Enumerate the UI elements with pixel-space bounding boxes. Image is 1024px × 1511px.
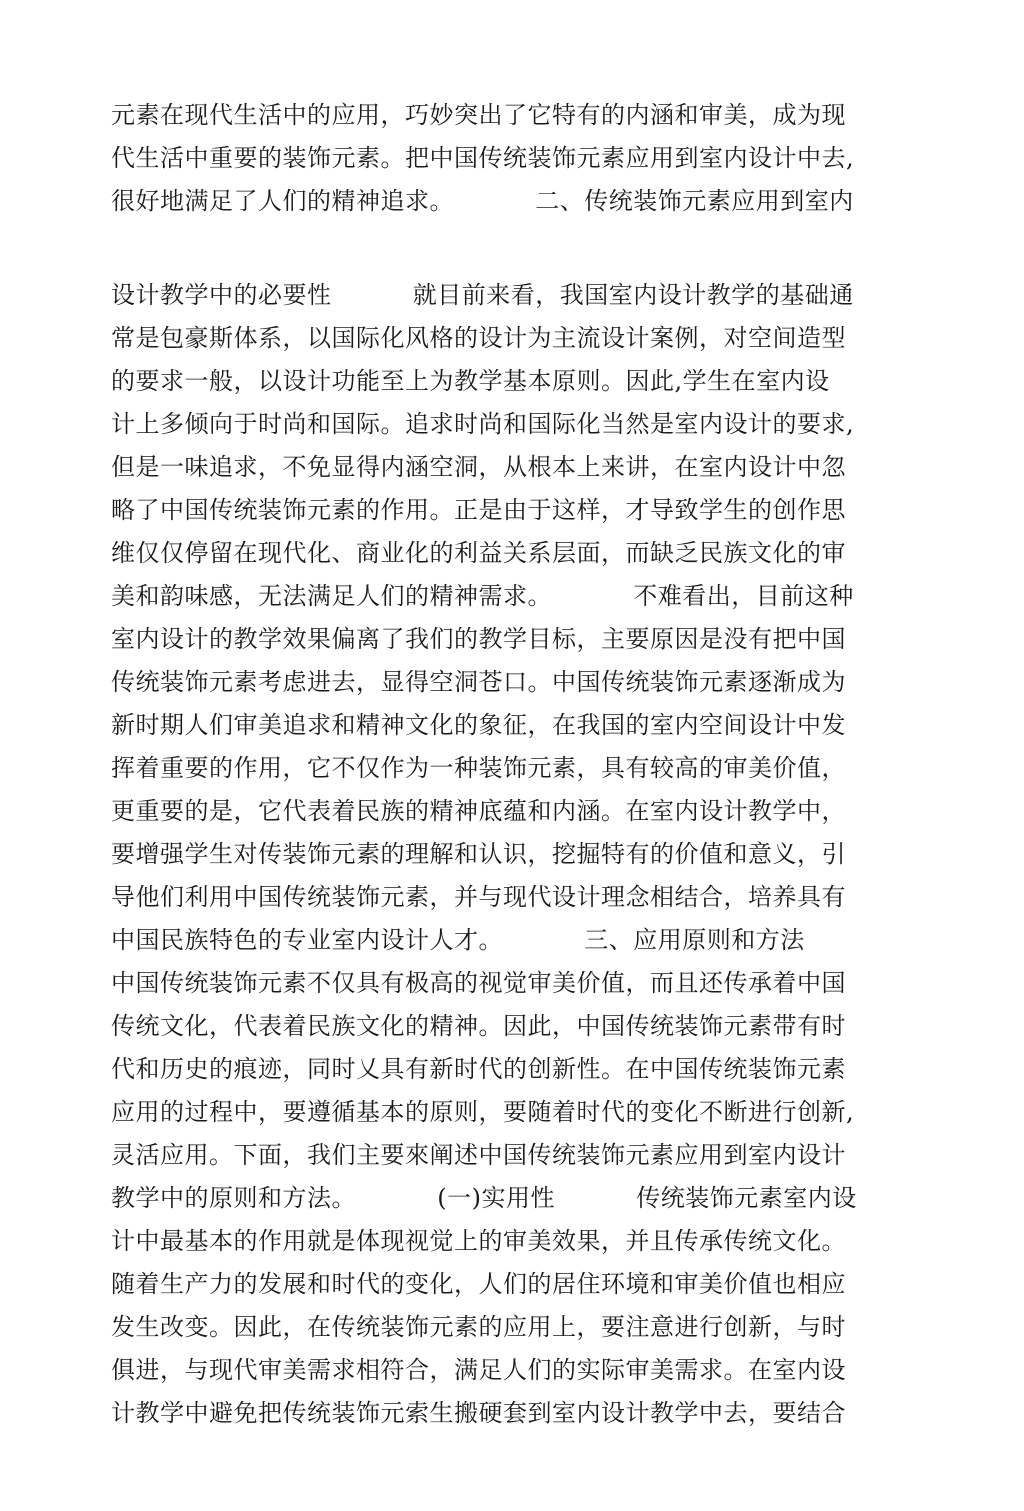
text-line: 设计教学中的必要性 就目前来看，我国室内设计教学的基础通 xyxy=(111,281,854,309)
text-line: 传统装饰元素考虑进去，显得空洞苍口。中国传统装饰元素逐渐成为 xyxy=(111,668,846,696)
text-line: 更重要的是，它代表着民族的精神底蕴和内涵。在室内设计教学中， xyxy=(111,797,846,825)
text-line: 代和历史的痕迹，同时乂具有新时代的创新性。在中国传统装饰元素 xyxy=(111,1055,846,1083)
text-line: 元素在现代生活中的应用，巧妙突出了它特有的内涵和审美，成为现 xyxy=(111,101,846,129)
text-line: 代生活中重要的装饰元素。把中国传统装饰元素应用到室内设计中去, xyxy=(111,144,855,172)
text-line: 要增强学生对传装饰元素的理解和认识，挖掘特有的价值和意义，引 xyxy=(111,840,846,868)
text-line: 发生改变。因此，在传统装饰元素的应用上，要注意进行创新，与时 xyxy=(111,1313,846,1341)
text-line: 中国民族特色的专业室内设计人才。 三、应用原则和方法 xyxy=(111,926,805,954)
text-line: 新时期人们审美追求和精神文化的象征，在我国的室内空间设计中发 xyxy=(111,711,846,739)
text-line: 略了中国传统装饰元素的作用。正是由于这样，才导致学生的创作思 xyxy=(111,496,846,524)
text-line: 中国传统装饰元素不仅具有极高的视觉审美价值，而且还传承着中国 xyxy=(111,969,846,997)
text-line: 挥着重要的作用，它不仅作为一种装饰元素，具有较高的审美价值， xyxy=(111,754,846,782)
text-line: 应用的过程中，要遵循基本的原则，要随着时代的变化不断进行创新, xyxy=(111,1098,855,1126)
text-line: 维仅仅停留在现代化、商业化的利益关系层面，而缺乏民族文化的审 xyxy=(111,539,846,567)
text-line: 但是一味追求，不免显得内涵空洞，从根本上来讲，在室内设计中忽 xyxy=(111,453,846,481)
text-line: 很好地满足了人们的精神追求。 二、传统装饰元素应用到室内 xyxy=(111,187,854,215)
text-line: 常是包豪斯体系，以国际化风格的设计为主流设计案例，对空间造型 xyxy=(111,324,846,352)
text-line: 随着生产力的发展和时代的变化，人们的居住环境和审美价值也相应 xyxy=(111,1270,846,1298)
text-line: 计教学中避免把传统装饰元索生搬硬套到室内设计教学中去，要结合 xyxy=(111,1399,846,1427)
text-line: 灵活应用。下面，我们主要來阐述中国传统装饰元素应用到室内设计 xyxy=(111,1141,846,1169)
text-line: 室内设计的教学效果偏离了我们的教学目标，主要原因是没有把中国 xyxy=(111,625,846,653)
text-line: 传统文化，代表着民族文化的精神。因此，中国传统装饰元素带有时 xyxy=(111,1012,846,1040)
text-line: 计中最基本的作用就是体现视觉上的审美效果，并且传承传统文化。 xyxy=(111,1227,846,1255)
text-line: 教学中的原则和方法。 (一)实用性 传统装饰元素室内设 xyxy=(111,1184,857,1212)
text-line: 导他们利用中国传统装饰元素，并与现代设计理念相结合，培养具有 xyxy=(111,883,846,911)
text-line: 美和韵味感，无法满足人们的精神需求。 不难看出，目前这种 xyxy=(111,582,854,610)
text-line: 计上多倾向于时尚和国际。追求时尚和国际化当然是室内设计的要求, xyxy=(111,410,855,438)
text-line: 的要求一般，以设计功能至上为教学基本原则。因此,学生在室内设 xyxy=(111,367,830,395)
text-line: 俱进，与现代审美需求相符合，满足人们的实际审美需求。在室内设 xyxy=(111,1356,846,1384)
